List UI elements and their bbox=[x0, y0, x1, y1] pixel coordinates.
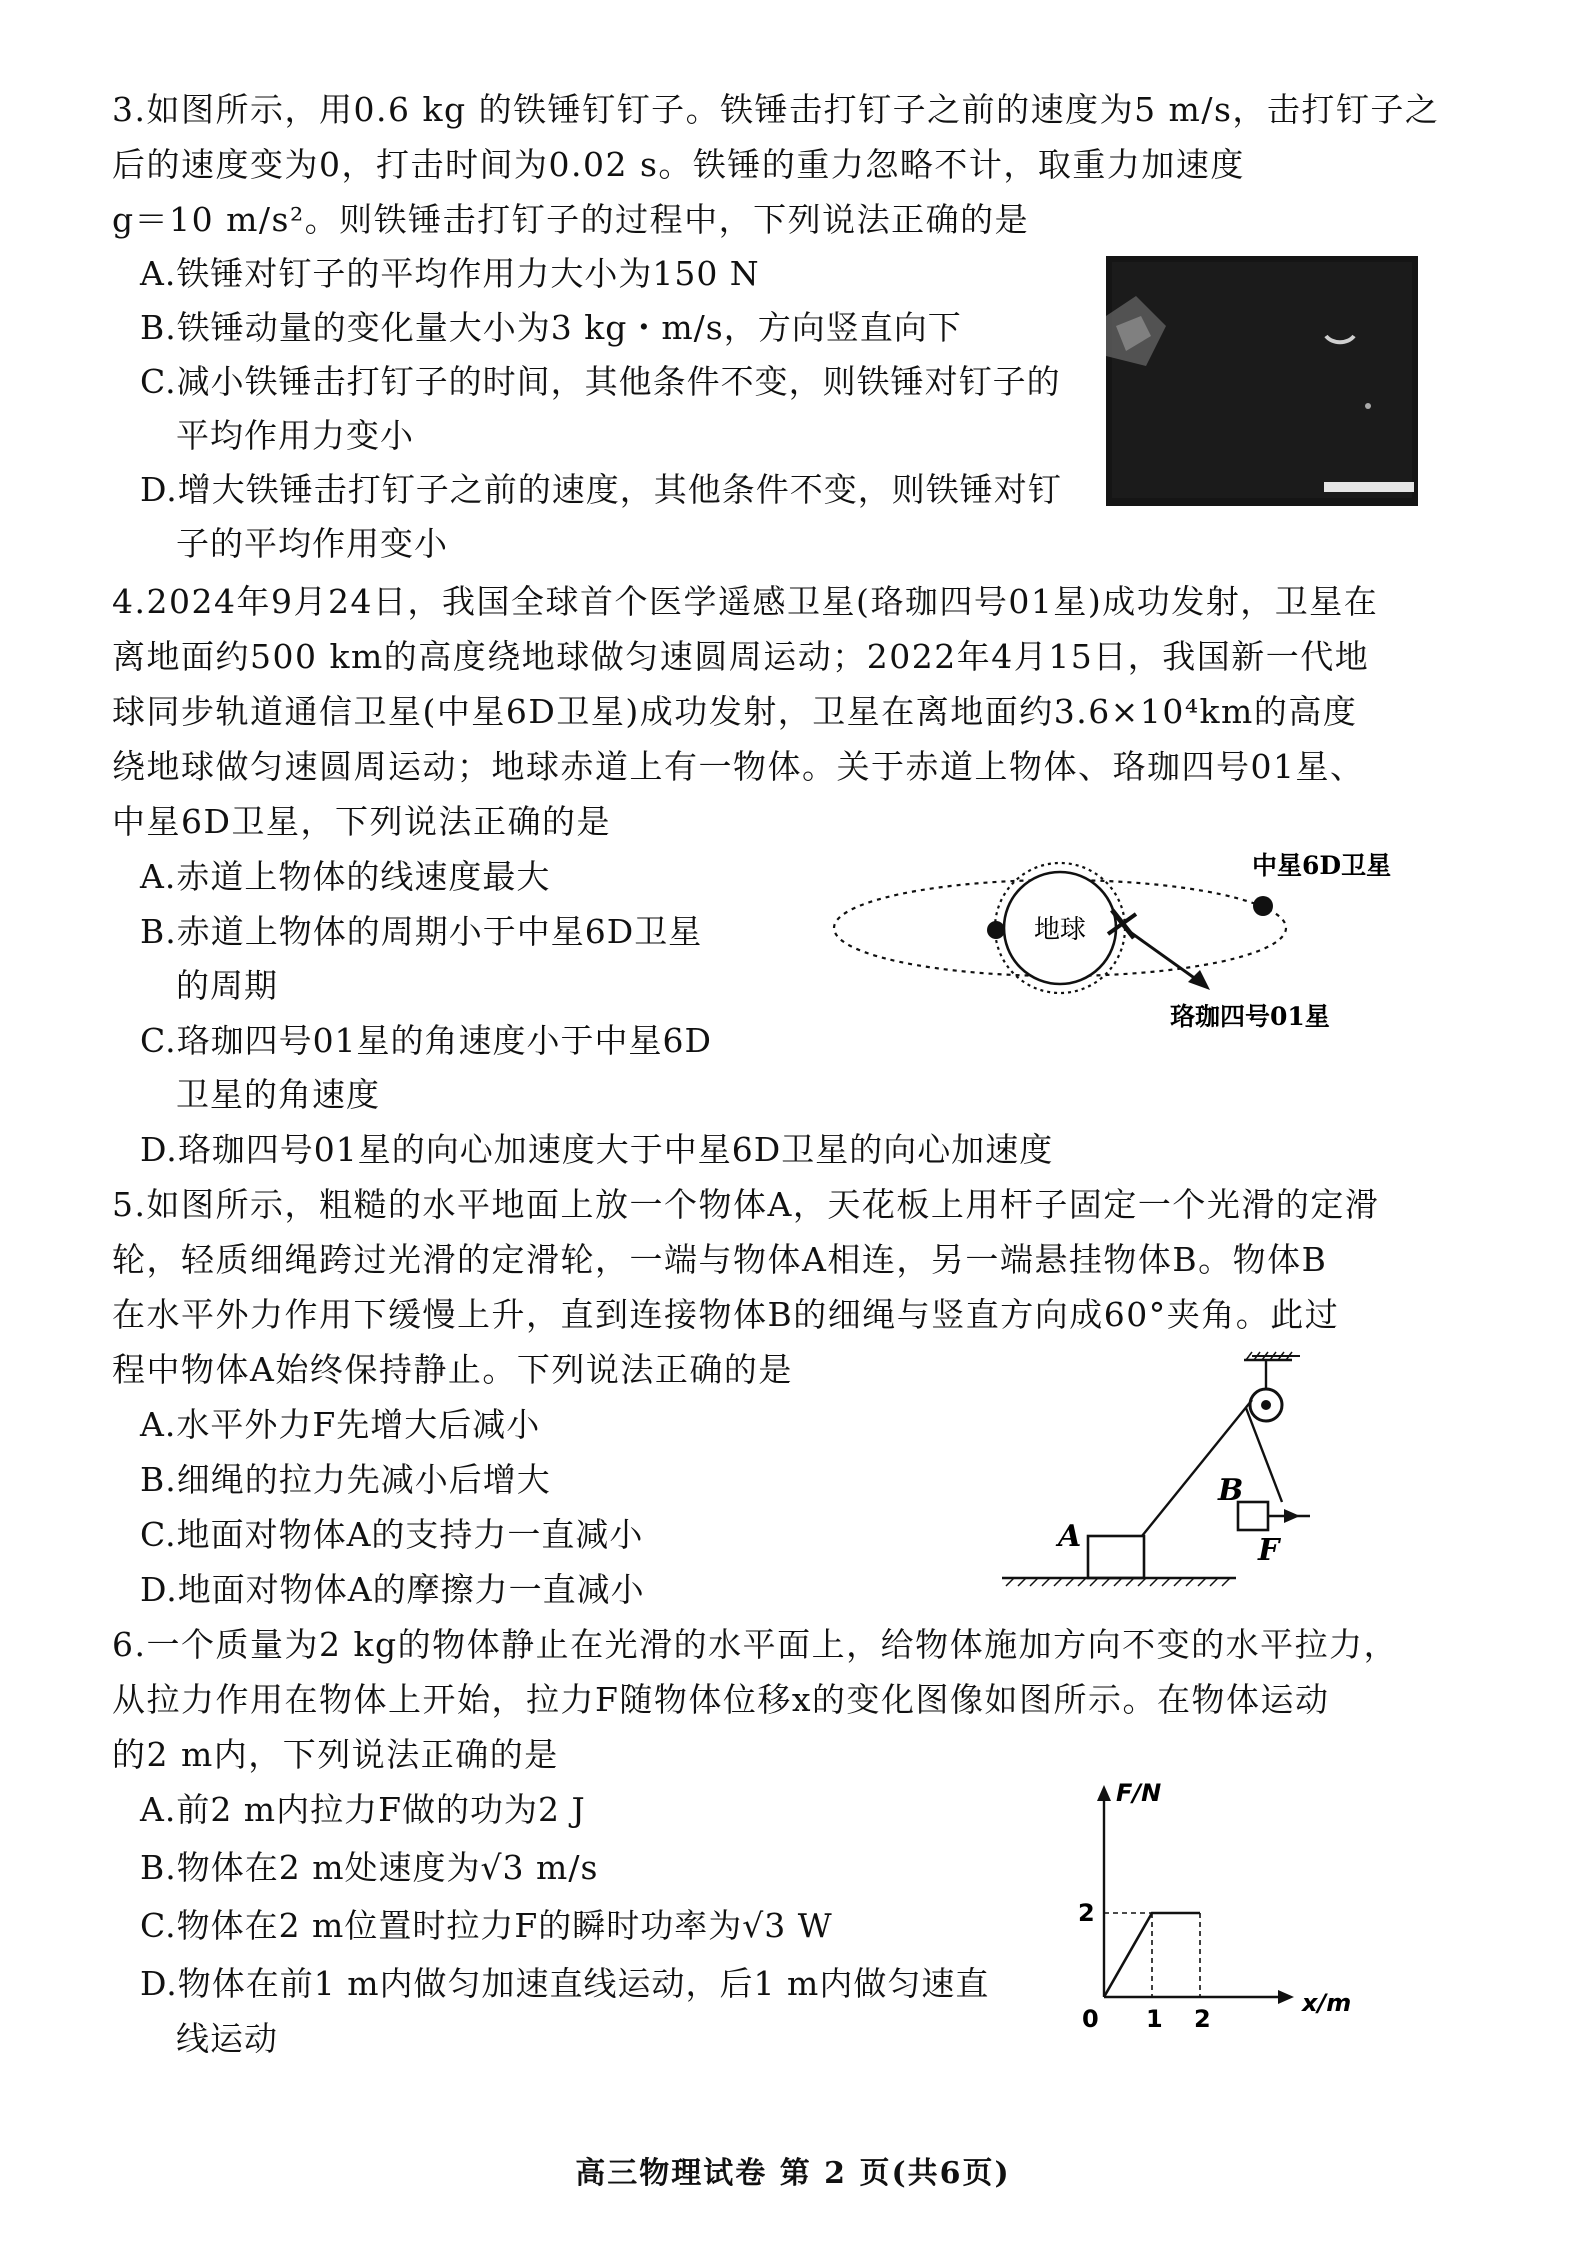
q5-option-b: B.细绳的拉力先减小后增大 bbox=[140, 1460, 551, 1499]
q3-option-a: A.铁锤对钉子的平均作用力大小为150 N bbox=[140, 254, 760, 293]
q6-option-c: C.物体在2 m位置时拉力F的瞬时功率为√3 W bbox=[140, 1906, 833, 1945]
q3-option-d-cont: 子的平均作用变小 bbox=[176, 524, 448, 563]
q6-option-d: D.物体在前1 m内做匀加速直线运动，后1 m内做匀速直 bbox=[140, 1964, 990, 2003]
pulley-axle bbox=[1261, 1400, 1271, 1410]
x-tick-label-2: 2 bbox=[1194, 2005, 1211, 2033]
pointer-line bbox=[1130, 932, 1200, 982]
q4-option-c: C.珞珈四号01星的角速度小于中星6D bbox=[140, 1021, 713, 1060]
block-a bbox=[1088, 1536, 1144, 1578]
q4-stem-line-1: 4.2024年9月24日，我国全球首个医学遥感卫星(珞珈四号01星)成功发射，卫星在 bbox=[112, 582, 1379, 621]
q6-stem-line-1: 6.一个质量为2 kg的物体静止在光滑的水平面上，给物体施加方向不变的水平拉力， bbox=[112, 1625, 1399, 1664]
pointer-arrowhead bbox=[1188, 970, 1210, 990]
earth-label: 地球 bbox=[1033, 915, 1087, 945]
origin-label: 0 bbox=[1082, 2005, 1099, 2033]
page-footer: 高三物理试卷 第 2 页(共6页) bbox=[575, 2156, 1011, 2191]
q5-option-a: A.水平外力F先增大后减小 bbox=[140, 1405, 541, 1444]
q3-stem-line-1: 3.如图所示，用0.6 kg 的铁锤钉钉子。铁锤击打钉子之前的速度为5 m/s，击打钉子之 bbox=[112, 90, 1440, 129]
q6-option-d-cont: 线运动 bbox=[176, 2019, 278, 2058]
label-b: B bbox=[1218, 1473, 1244, 1508]
force-f-arrowhead bbox=[1284, 1509, 1300, 1523]
q4-stem-line-3: 球同步轨道通信卫星(中星6D卫星)成功发射，卫星在离地面约3.6×10⁴km的高度 bbox=[112, 692, 1358, 731]
label-f: F bbox=[1258, 1533, 1280, 1568]
force-displacement-chart bbox=[1060, 1775, 1420, 2045]
q4-stem-line-4: 绕地球做匀速圆周运动；地球赤道上有一物体。关于赤道上物体、珞珈四号01星、 bbox=[112, 747, 1365, 786]
q4-option-b: B.赤道上物体的周期小于中星6D卫星 bbox=[140, 912, 703, 951]
hammer-photo bbox=[1106, 256, 1418, 506]
q5-option-d: D.地面对物体A的摩擦力一直减小 bbox=[140, 1570, 645, 1609]
q6-option-b: B.物体在2 m处速度为√3 m/s bbox=[140, 1848, 599, 1887]
q6-stem-line-3: 的2 m内，下列说法正确的是 bbox=[112, 1735, 559, 1774]
geo-satellite-dot bbox=[1253, 896, 1273, 916]
x-axis-label: x/m bbox=[1302, 1989, 1352, 2017]
q4-stem-line-2: 离地面约500 km的高度绕地球做匀速圆周运动；2022年4月15日，我国新一代地 bbox=[112, 637, 1370, 676]
y-tick-label-2: 2 bbox=[1078, 1899, 1095, 1927]
y-axis-arrowhead bbox=[1097, 1785, 1111, 1801]
q4-stem-line-5: 中星6D卫星，下列说法正确的是 bbox=[112, 802, 611, 841]
q5-stem-line-3: 在水平外力作用下缓慢上升，直到连接物体B的细绳与竖直方向成60°夹角。此过 bbox=[112, 1295, 1340, 1334]
q4-option-d: D.珞珈四号01星的向心加速度大于中星6D卫星的向心加速度 bbox=[140, 1130, 1054, 1169]
orbit-diagram bbox=[790, 850, 1430, 1050]
x-tick-label-1: 1 bbox=[1146, 2005, 1163, 2033]
q5-stem-line-4: 程中物体A始终保持静止。下列说法正确的是 bbox=[112, 1350, 793, 1389]
q5-option-c: C.地面对物体A的支持力一直减小 bbox=[140, 1515, 644, 1554]
geo-satellite-label: 中星6D卫星 bbox=[1252, 851, 1392, 880]
leo-satellite-label: 珞珈四号01星 bbox=[1170, 1002, 1330, 1031]
q3-option-c-cont: 平均作用力变小 bbox=[176, 416, 414, 455]
y-axis-label: F/N bbox=[1116, 1779, 1162, 1807]
q6-option-a: A.前2 m内拉力F做的功为2 J bbox=[140, 1790, 586, 1829]
q4-option-b-cont: 的周期 bbox=[176, 966, 278, 1005]
q6-stem-line-2: 从拉力作用在物体上开始，拉力F随物体位移x的变化图像如图所示。在物体运动 bbox=[112, 1680, 1330, 1719]
q5-stem-line-2: 轮，轻质细绳跨过光滑的定滑轮，一端与物体A相连，另一端悬挂物体B。物体B bbox=[112, 1240, 1328, 1279]
q4-option-c-cont: 卫星的角速度 bbox=[176, 1075, 380, 1114]
q3-option-c: C.减小铁锤击打钉子的时间，其他条件不变，则铁锤对钉子的 bbox=[140, 362, 1061, 401]
q5-stem-line-1: 5.如图所示，粗糙的水平地面上放一个物体A，天花板上用杆子固定一个光滑的定滑 bbox=[112, 1185, 1380, 1224]
rope-to-a bbox=[1142, 1400, 1252, 1536]
q3-option-b: B.铁锤动量的变化量大小为3 kg・m/s，方向竖直向下 bbox=[140, 308, 962, 347]
q3-stem-line-3: g＝10 m/s²。则铁锤击打钉子的过程中，下列说法正确的是 bbox=[112, 200, 1030, 239]
q3-option-d: D.增大铁锤击打钉子之前的速度，其他条件不变，则铁锤对钉 bbox=[140, 470, 1062, 509]
q4-option-a: A.赤道上物体的线速度最大 bbox=[140, 857, 551, 896]
pulley-diagram bbox=[996, 1350, 1280, 1620]
q3-stem-line-2: 后的速度变为0，打击时间为0.02 s。铁锤的重力忽略不计，取重力加速度 bbox=[112, 145, 1245, 184]
label-a: A bbox=[1058, 1519, 1082, 1554]
equator-object-dot bbox=[987, 921, 1005, 939]
x-axis-arrowhead bbox=[1278, 1990, 1294, 2004]
